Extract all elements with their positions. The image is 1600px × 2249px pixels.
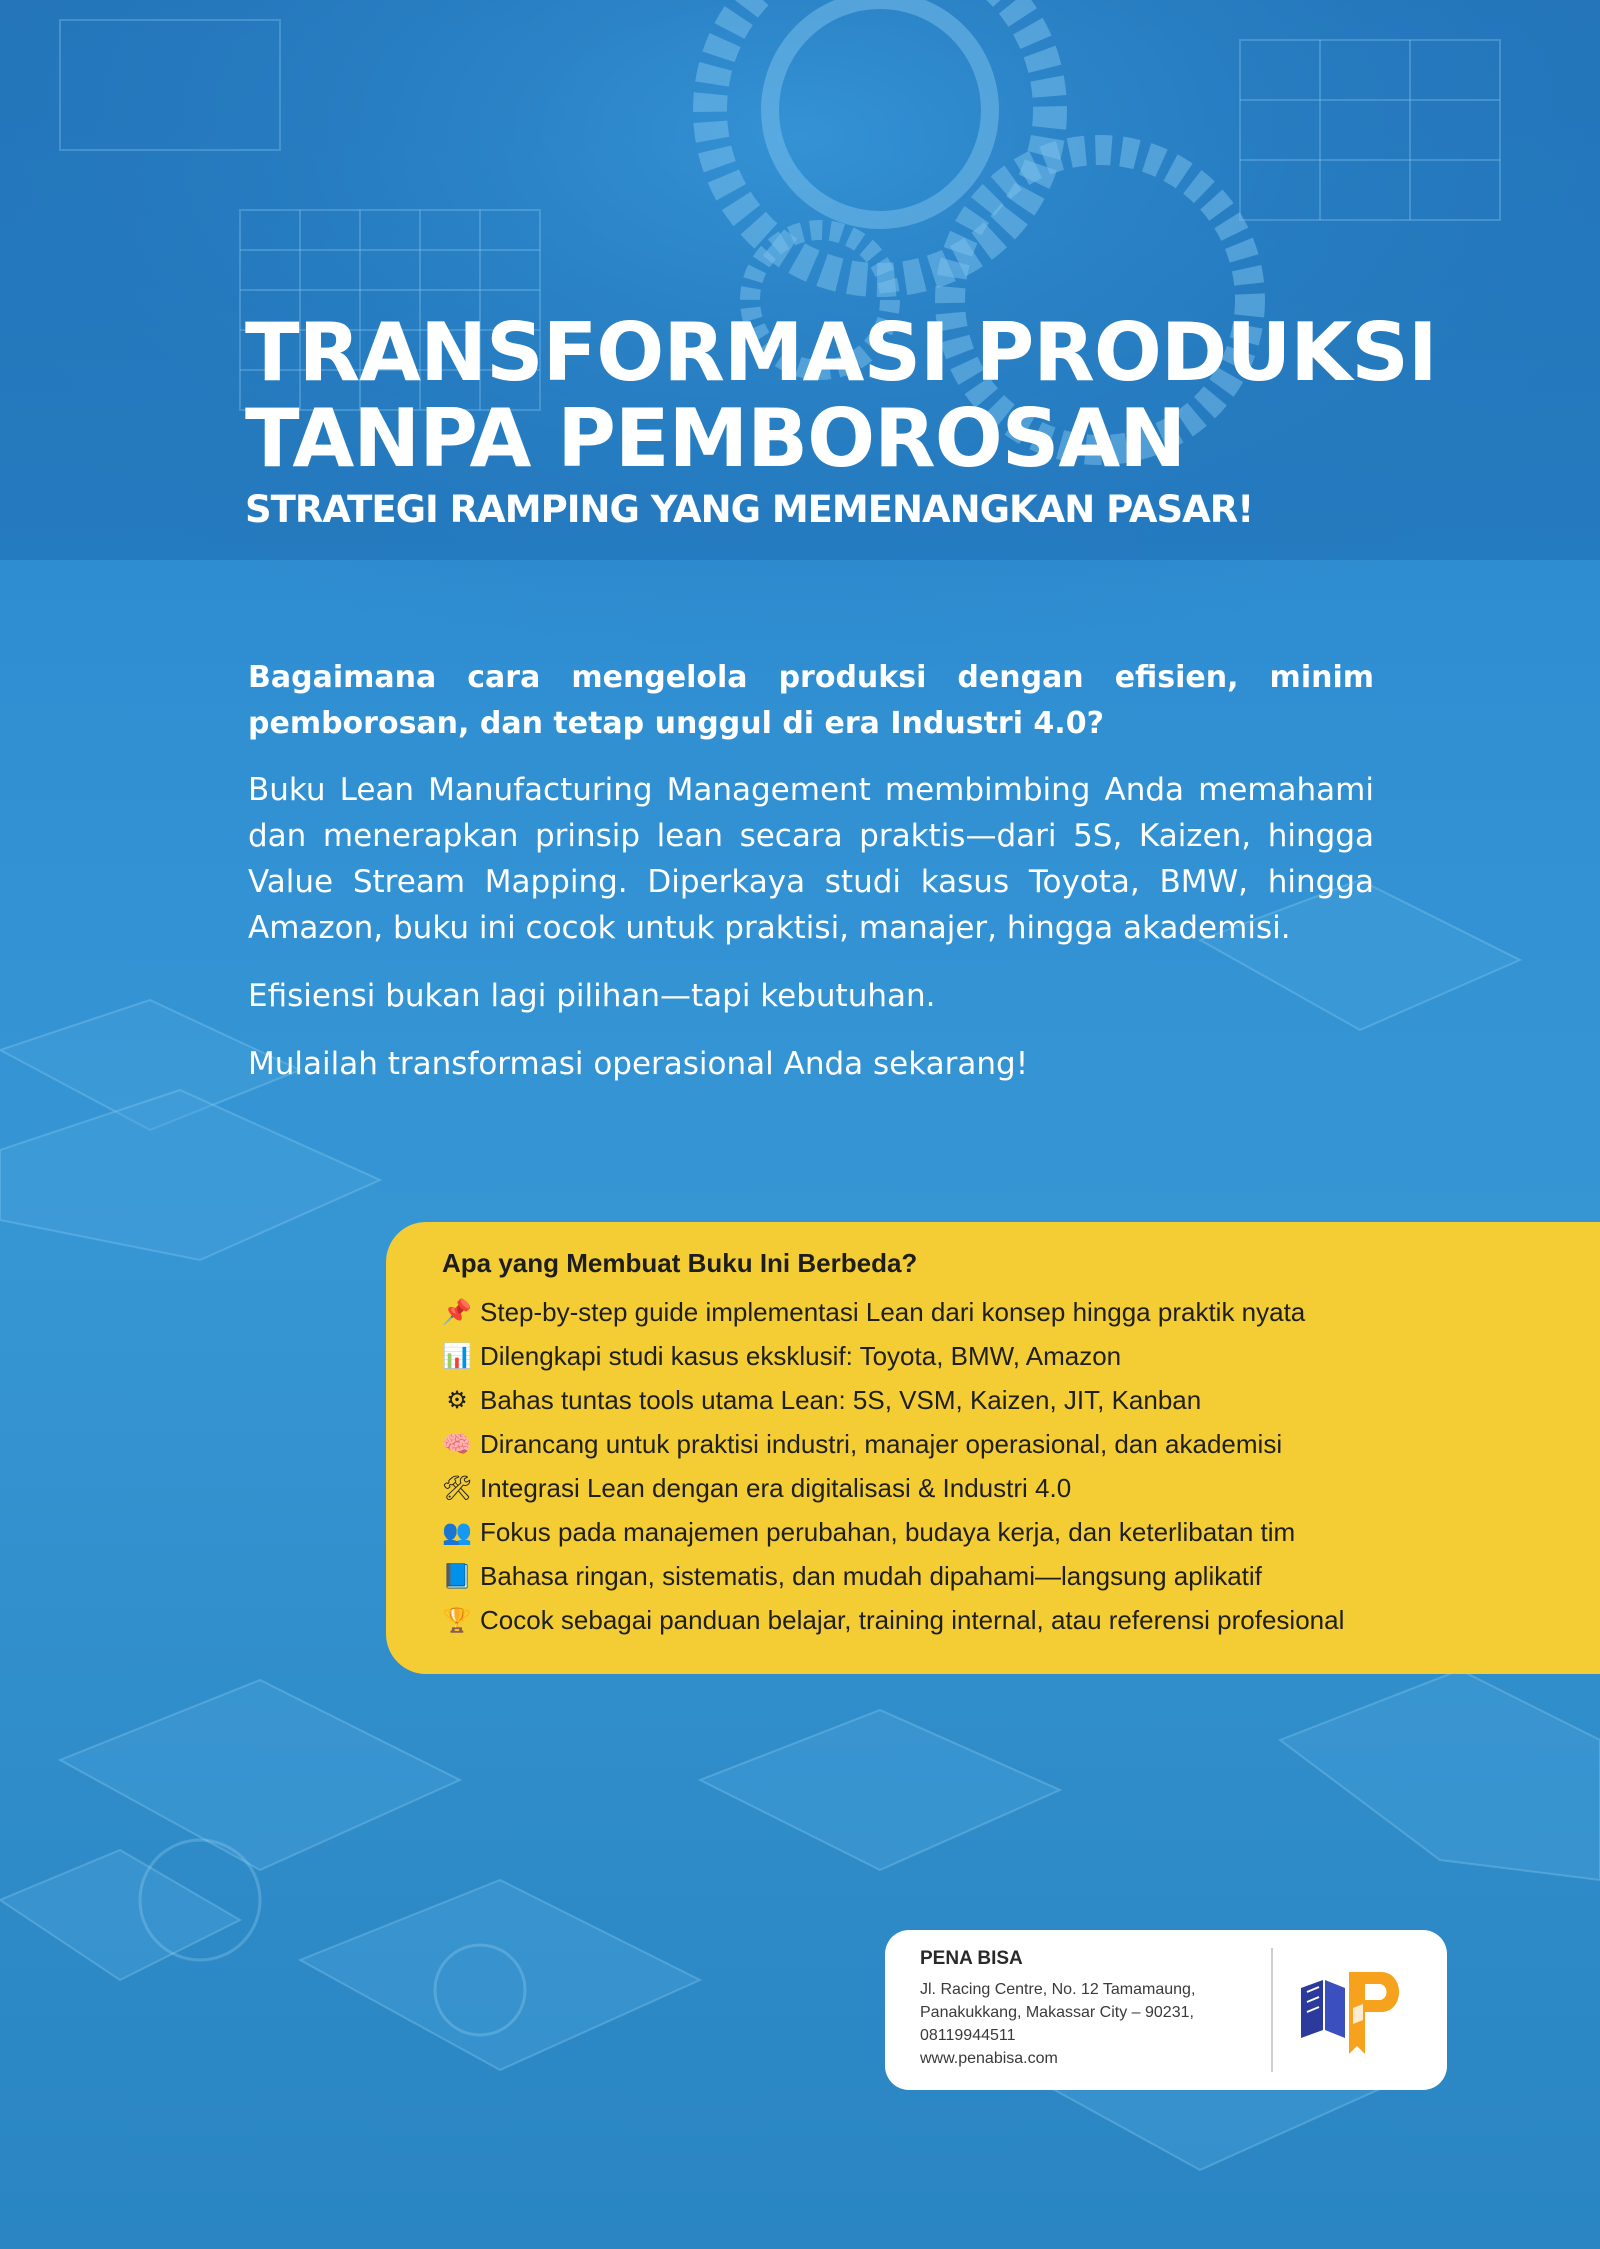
features-title: Apa yang Membuat Buku Ini Berbeda? <box>442 1248 918 1278</box>
description-paragraph: Buku Lean Manufacturing Management membimbing Anda memahami dan menerapkan prinsip lean secara praktis—dari 5S, Kaizen, hingga Value Stream Mapping. Diperkaya studi kasus Toyota, BMW, hingga Amazon, buku ini cocok untuk praktisi, manajer, hingga akademisi. <box>248 772 1374 946</box>
description-block <box>248 655 1374 1109</box>
feature-item <box>442 1334 1344 1378</box>
call-to-action-paragraph: Mulailah transformasi operasional Anda sekarang! <box>248 1046 1029 1082</box>
feature-text: Step-by-step guide implementasi Lean dari konsep hingga praktik nyata <box>480 1297 1306 1327</box>
feature-item <box>442 1554 1344 1598</box>
feature-item <box>442 1422 1344 1466</box>
feature-text: Bahasa ringan, sistematis, dan mudah dipahami—langsung aplikatif <box>480 1561 1262 1591</box>
tools-icon: 🛠 <box>441 1474 473 1502</box>
gear-icon: ⚙ <box>446 1386 468 1414</box>
feature-text: Cocok sebagai panduan belajar, training internal, atau referensi profesional <box>480 1605 1345 1635</box>
features-list <box>442 1290 1344 1642</box>
feature-text: Dilengkapi studi kasus eksklusif: Toyota, BMW, Amazon <box>480 1341 1122 1371</box>
publisher-logo <box>1293 1958 1413 2062</box>
features-box <box>386 1222 1600 1674</box>
title-block <box>245 306 1485 534</box>
feature-item <box>442 1598 1344 1642</box>
publisher-contact <box>920 1978 1250 2070</box>
tagline-paragraph: Efisiensi bukan lagi pilihan—tapi kebutuhan. <box>248 978 936 1014</box>
feature-item <box>442 1378 1344 1422</box>
bar-chart-icon: 📊 <box>442 1342 472 1370</box>
trophy-icon: 🏆 <box>442 1606 472 1634</box>
feature-text: Bahas tuntas tools utama Lean: 5S, VSM, Kaizen, JIT, Kanban <box>480 1385 1202 1415</box>
feature-item <box>442 1510 1344 1554</box>
publisher-card <box>885 1930 1447 2090</box>
main-title-line-1: TRANSFORMASI PRODUKSI <box>245 306 1437 399</box>
main-title-line-2: TANPA PEMBOROSAN <box>245 392 1186 485</box>
people-icon: 👥 <box>442 1518 472 1546</box>
feature-text: Dirancang untuk praktisi industri, manajer operasional, dan akademisi <box>480 1429 1283 1459</box>
publisher-phone: 08119944511 <box>920 2027 1016 2044</box>
publisher-name: PENA BISA <box>920 1948 1023 1969</box>
brain-icon: 🧠 <box>442 1430 472 1458</box>
pushpin-icon: 📌 <box>442 1298 472 1326</box>
book-icon: 📘 <box>442 1562 472 1590</box>
lead-question: Bagaimana cara mengelola produksi dengan efisien, minim pemborosan, dan tetap unggul di era Industri 4.0? <box>248 660 1374 741</box>
feature-item <box>442 1290 1344 1334</box>
divider <box>1271 1948 1273 2072</box>
feature-text: Fokus pada manajemen perubahan, budaya kerja, dan keterlibatan tim <box>480 1517 1296 1547</box>
publisher-address-line-1: Jl. Racing Centre, No. 12 Tamamaung, <box>920 1981 1196 1998</box>
publisher-address-line-2: Panakukkang, Makassar City – 90231, <box>920 2004 1194 2021</box>
publisher-website[interactable]: www.penabisa.com <box>920 2050 1058 2067</box>
feature-text: Integrasi Lean dengan era digitalisasi & Industri 4.0 <box>480 1473 1072 1503</box>
feature-item <box>442 1466 1344 1510</box>
subtitle: STRATEGI RAMPING YANG MEMENANGKAN PASAR! <box>245 488 1254 531</box>
